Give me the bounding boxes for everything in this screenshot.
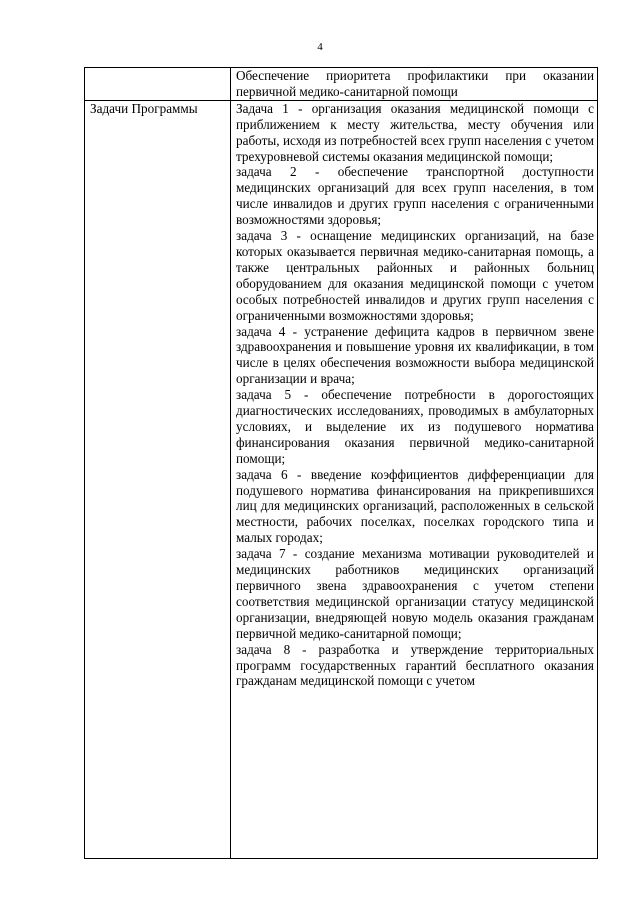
row-label-cell: Задачи Программы xyxy=(85,100,231,858)
prevention-priority-text: Обеспечение приоритета профилактики при оказании первичной медико-санитарной помощи xyxy=(236,68,594,99)
task-4-text: задача 4 - устранение дефицита кадров в первичном звене здравоохранения и повышение уровня их квалификации, в том числе в целях обеспечения возможности выбора медицинской организации и врача; xyxy=(236,323,594,387)
row-label-cell xyxy=(85,68,231,101)
program-table xyxy=(84,67,598,859)
table-row xyxy=(85,100,598,858)
task-7-text: задача 7 - создание механизма мотивации руководителей и медицинских работников медицинских организаций первичного звена здравоохранения с учетом степени соответствия медицинской организации статусу медицинской организации, внедряющей новую модель оказания гражданам первичной медико-санитарной помощи; xyxy=(236,546,594,641)
task-1-text: Задача 1 - организация оказания медицинской помощи с приближением к месту жительства, месту обучения или работы, исходя из потребностей всех групп населения с учетом трехуровневой системы оказания медицинской помощи; xyxy=(236,100,594,164)
task-8-text: задача 8 - разработка и утверждение территориальных программ государственных гарантий бесплатного оказания гражданам медицинской помощи с учетом xyxy=(236,641,594,689)
row-content-cell xyxy=(231,68,598,101)
task-2-text: задача 2 - обеспечение транспортной доступности медицинских организаций для всех групп населения, в том числе инвалидов и других групп населения с ограниченными возможностями здоровья; xyxy=(236,164,594,228)
task-5-text: задача 5 - обеспечение потребности в дорогостоящих диагностических исследованиях, проводимых в амбулаторных условиях, и выделение их из подушевого норматива финансирования оказания первичной медико-санитарной помощи; xyxy=(236,387,594,466)
table-row xyxy=(85,68,598,101)
task-3-text: задача 3 - оснащение медицинских организаций, на базе которых оказывается первичная медико-санитарная помощь, а также центральных районных и районных больниц оборудованием для оказания медицинской помощи с учетом особых потребностей инвалидов и других групп населения с ограниченными возможностями здоровья; xyxy=(236,228,594,323)
task-6-text: задача 6 - введение коэффициентов дифференциации для подушевого норматива финансирования на прикрепившихся лиц для медицинских организаций, расположенных в сельской местности, рабочих поселках, поселках городского типа и малых городах; xyxy=(236,466,594,546)
row-content-cell xyxy=(231,100,598,858)
page-number: 4 xyxy=(317,41,323,53)
